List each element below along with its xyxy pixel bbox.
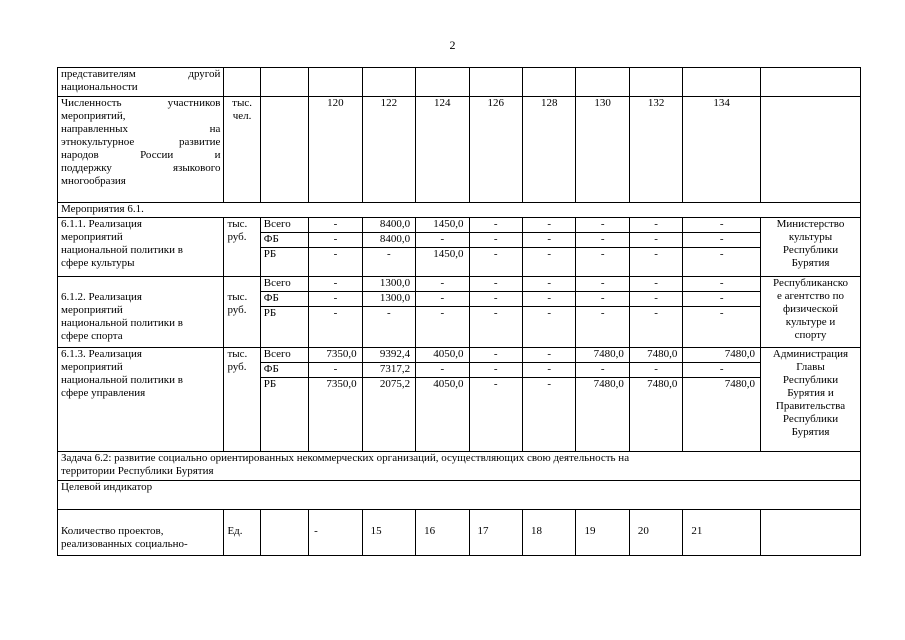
cell-value: -	[683, 292, 761, 307]
cell-indicator-name: Численность участников мероприятий, направленных на этнокультурное развитие народов России и поддержку языкового многообразия	[58, 97, 224, 203]
cell-value: 7350,0	[309, 348, 362, 363]
cell-source: ФБ	[260, 292, 308, 307]
cell-value: 8400,0	[362, 218, 415, 233]
cell-value: 130	[576, 97, 629, 203]
table-row-section	[58, 203, 861, 218]
cell-value: 122	[362, 97, 415, 203]
cell-value: -	[576, 218, 629, 233]
section-title: Мероприятия 6.1.	[58, 203, 861, 218]
cell-value: -	[309, 233, 362, 248]
cell-projects-unit: Ед.	[224, 510, 260, 556]
cell-value: 9392,4	[362, 348, 415, 363]
cell-source: ФБ	[260, 233, 308, 248]
cell-value: -	[522, 277, 575, 292]
cell-value: -	[469, 277, 522, 292]
cell-measure-unit: тыс. руб.	[224, 348, 260, 452]
cell-value: -	[469, 233, 522, 248]
cell-measure-name: 6.1.2. Реализация мероприятий национальной политики в сфере спорта	[58, 277, 224, 348]
cell-value: 4050,0	[416, 378, 469, 452]
cell-continued-name: представителям другой национальности	[58, 68, 224, 97]
cell-responsible-org: Министерство культуры Республики Бурятия	[761, 218, 861, 277]
table-row-projects	[58, 510, 861, 556]
target-indicator-heading: Целевой индикатор	[58, 481, 861, 510]
cell-value: -	[683, 233, 761, 248]
cell-value: 1450,0	[416, 218, 469, 233]
cell-value: 4050,0	[416, 348, 469, 363]
cell-value: -	[629, 292, 682, 307]
cell-value: -	[629, 218, 682, 233]
cell-value: 1450,0	[416, 248, 469, 277]
cell-value: -	[576, 248, 629, 277]
cell-value: -	[469, 248, 522, 277]
cell-value: -	[683, 248, 761, 277]
cell-value: -	[576, 277, 629, 292]
cell-value: -	[629, 277, 682, 292]
program-table	[57, 67, 861, 556]
cell-value: -	[469, 218, 522, 233]
cell-source: РБ	[260, 248, 308, 277]
cell-value: 124	[416, 97, 469, 203]
cell-value: 7480,0	[683, 378, 761, 452]
cell-value: -	[683, 277, 761, 292]
cell-value: -	[522, 378, 575, 452]
cell-value: -	[576, 292, 629, 307]
table-row	[58, 218, 861, 233]
cell-value: 7350,0	[309, 378, 362, 452]
cell-value: -	[416, 363, 469, 378]
cell-measure-name: 6.1.3. Реализация мероприятий национальной политики в сфере управления	[58, 348, 224, 452]
cell-value: 126	[469, 97, 522, 203]
cell-source: Всего	[260, 218, 308, 233]
cell-responsible-org: Администрация Главы Республики Бурятия и Правительства Республики Бурятия	[761, 348, 861, 452]
cell-value: 20	[629, 510, 682, 556]
cell-value: -	[416, 277, 469, 292]
cell-value: 7480,0	[629, 378, 682, 452]
cell-value: -	[309, 307, 362, 348]
cell-value: -	[522, 348, 575, 363]
table-row-target	[58, 481, 861, 510]
cell-source: РБ	[260, 378, 308, 452]
cell-value: 16	[416, 510, 469, 556]
cell-value: -	[362, 248, 415, 277]
cell-source: Всего	[260, 348, 308, 363]
cell-value: -	[469, 378, 522, 452]
page-number: 2	[449, 38, 456, 52]
cell-value: 21	[683, 510, 761, 556]
cell-value: -	[522, 233, 575, 248]
cell-value: -	[576, 233, 629, 248]
table-row-task	[58, 452, 861, 481]
cell-value: 7480,0	[576, 378, 629, 452]
cell-value: 19	[576, 510, 629, 556]
cell-value: 7317,2	[362, 363, 415, 378]
table-row-continued	[58, 68, 861, 97]
cell-value: -	[309, 510, 362, 556]
cell-source: ФБ	[260, 363, 308, 378]
cell-value: 120	[309, 97, 362, 203]
cell-measure-name: 6.1.1. Реализация мероприятий национальной политики в сфере культуры	[58, 218, 224, 277]
cell-value: -	[469, 307, 522, 348]
cell-value: -	[522, 292, 575, 307]
cell-responsible-org: Республиканско е агентство по физической культуре и спорту	[761, 277, 861, 348]
cell-source: РБ	[260, 307, 308, 348]
cell-value: -	[683, 218, 761, 233]
cell-value: 134	[683, 97, 761, 203]
cell-value: -	[416, 292, 469, 307]
cell-value: 8400,0	[362, 233, 415, 248]
cell-projects-name: Количество проектов, реализованных социально-	[58, 510, 224, 556]
cell-value: -	[522, 248, 575, 277]
cell-value: 1300,0	[362, 292, 415, 307]
cell-value: -	[469, 363, 522, 378]
cell-value: -	[683, 307, 761, 348]
cell-value: -	[629, 233, 682, 248]
cell-value: -	[629, 248, 682, 277]
cell-value: -	[522, 218, 575, 233]
table-row	[58, 277, 861, 292]
cell-value: -	[309, 292, 362, 307]
cell-value: -	[629, 363, 682, 378]
table-row-indicator	[58, 97, 861, 203]
cell-value: -	[309, 363, 362, 378]
cell-value: -	[309, 218, 362, 233]
cell-value: -	[629, 307, 682, 348]
cell-value: -	[576, 307, 629, 348]
cell-value: -	[683, 363, 761, 378]
cell-value: -	[362, 307, 415, 348]
cell-value: 7480,0	[576, 348, 629, 363]
task-heading: Задача 6.2: развитие социально ориентированных некоммерческих организаций, осуществляющих свою деятельность на территории Республики Бурятия	[58, 452, 861, 481]
table-row	[58, 348, 861, 363]
cell-value: 15	[362, 510, 415, 556]
cell-value: 1300,0	[362, 277, 415, 292]
cell-value: -	[522, 363, 575, 378]
cell-value: -	[469, 348, 522, 363]
cell-value: 132	[629, 97, 682, 203]
cell-value: -	[522, 307, 575, 348]
cell-measure-unit: тыс. руб.	[224, 218, 260, 277]
cell-value: 2075,2	[362, 378, 415, 452]
cell-value: 17	[469, 510, 522, 556]
cell-value: -	[309, 277, 362, 292]
cell-value: -	[416, 307, 469, 348]
cell-value: -	[576, 363, 629, 378]
cell-value: 18	[522, 510, 575, 556]
cell-source: Всего	[260, 277, 308, 292]
cell-measure-unit: тыс. руб.	[224, 277, 260, 348]
cell-value: -	[469, 292, 522, 307]
cell-value: 7480,0	[629, 348, 682, 363]
cell-indicator-unit: тыс. чел.	[224, 97, 260, 203]
cell-value: 128	[522, 97, 575, 203]
cell-value: -	[416, 233, 469, 248]
cell-value: 7480,0	[683, 348, 761, 363]
cell-value: -	[309, 248, 362, 277]
